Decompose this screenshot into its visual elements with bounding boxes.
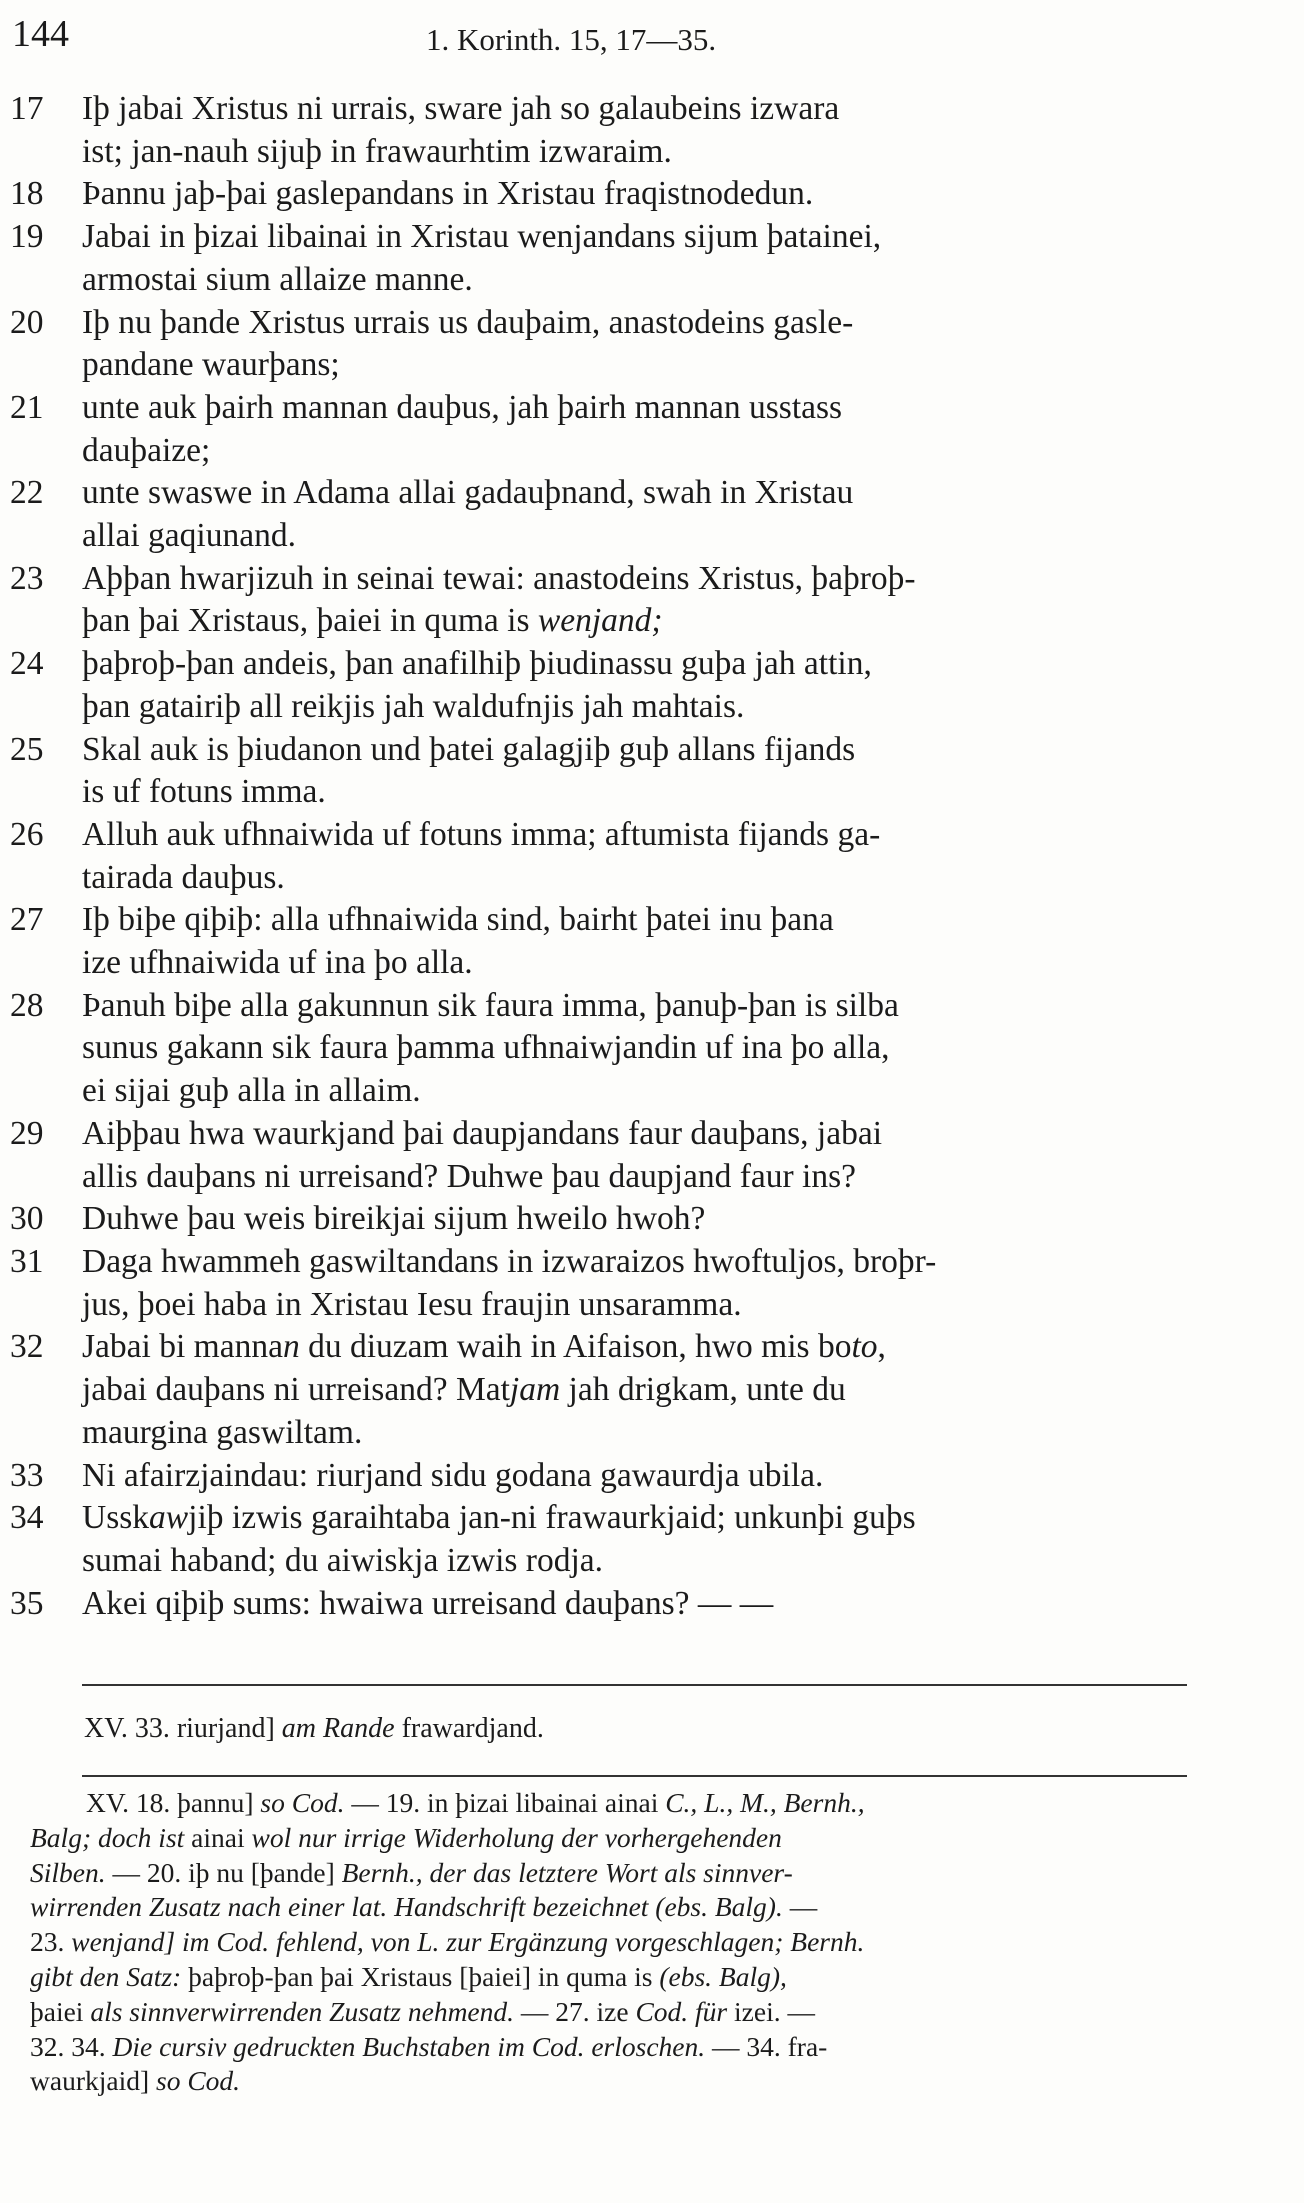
verse-line: jus, þoei haba in Xristau Iesu fraujin unsaramma. [82,1285,742,1323]
verse-line: þan gatairiþ all reikjis jah waldufnjis jah mahtais. [82,687,745,725]
verse-number: 17 [10,90,44,127]
divider-line [82,1775,1187,1777]
verse-number: 30 [10,1200,44,1238]
verse-number: 29 [10,1114,44,1152]
verse-line: Iþ biþe qiþiþ: alla ufhnaiwida sind, bairht þatei inu þana [82,901,834,939]
verse-line: Þannu jaþ-þai gaslepandans in Xristau fraqistnodedun. [82,175,814,213]
verse-number: 32 [10,1328,44,1366]
verse [0,387,1200,472]
verse [0,643,1200,728]
verse-line: Jabai bi mannan du diuzam waih in Aifaison, hwo mis boto, [82,1328,886,1366]
verse [0,729,1200,814]
verse-line: Þanuh biþe alla gakunnun sik faura imma, þanuþ-þan is silba [82,986,899,1024]
footnote-line: þaiei als sinnverwirrenden Zusatz nehmend. — 27. ize Cod. für izei. — [30,1995,815,2027]
verse [0,1241,1200,1326]
verse-line: þan þai Xristaus, þaiei in quma is wenjand; [82,602,663,640]
verse [0,899,1200,984]
verse-line: unte auk þairh mannan dauþus, jah þairh mannan usstass [82,388,843,426]
verse-line: Usskawjiþ izwis garaihtaba jan-ni frawaurkjaid; unkunþi guþs [82,1499,916,1537]
footnote-line: 23. wenjand] im Cod. fehlend, von L. zur Ergänzung vorgeschlagen; Bernh. [30,1926,865,1958]
verse-line: ize ufhnaiwida uf ina þo alla. [82,944,473,982]
verse-line: Skal auk is þiudanon und þatei galagjiþ guþ allans fijands [82,730,856,768]
verse-line: unte swaswe in Adama allai gadauþnand, swah in Xristau [82,474,854,512]
verse-number: 23 [10,559,44,597]
verse [0,302,1200,387]
verse-line: Duhwe þau weis bireikjai sijum hweilo hwoh? [82,1200,706,1238]
verse [0,1326,1200,1454]
verse [0,814,1200,899]
verse-line: Aþþan hwarjizuh in seinai tewai: anastodeins Xristus, þaþroþ- [82,559,916,597]
verse-line: Ni afairzjaindau: riurjand sidu godana gawaurdja ubila. [82,1456,824,1494]
footnote-line: gibt den Satz: þaþroþ-þan þai Xristaus [þaiei] in quma is (ebs. Balg), [30,1960,787,1992]
verse [0,1198,1200,1241]
verse-number: 31 [10,1242,44,1280]
running-title: 1. Korinth. 15, 17—35. [426,22,717,57]
verse-number: 33 [10,1456,44,1494]
verse-number: 35 [10,1584,44,1622]
verse-number: 25 [10,730,44,768]
verse-list [0,88,1200,1625]
margin-note-italic: am Rande [281,1713,395,1744]
verse [0,558,1200,643]
margin-note [84,1713,544,1745]
verse-line: allis dauþans ni urreisand? Duhwe þau daupjand faur ins? [82,1157,856,1195]
footnote-line: waurkjaid] so Cod. [30,2065,241,2097]
verse-number: 24 [10,645,44,683]
verse-number: 21 [10,388,44,426]
verse-line: pandane waurþans; [82,346,340,384]
verse [0,1455,1200,1498]
verse-line: jabai dauþans ni urreisand? Matjam jah drigkam, unte du [82,1371,846,1409]
verse-line: Aiþþau hwa waurkjand þai daupjandans faur dauþans, jabai [82,1114,883,1152]
divider-line [82,1684,1187,1686]
verse-line: sunus gakann sik faura þamma ufhnaiwjandin uf ina þo alla, [82,1029,890,1067]
verse-line: dauþaize; [82,431,211,469]
verse-line: sumai haband; du aiwiskja izwis rodja. [82,1541,604,1579]
verse-line: Iþ jabai Xristus ni urrais, sware jah so galaubeins izwara [82,90,840,127]
verse-line: þaþroþ-þan andeis, þan anafilhiþ þiudinassu guþa jah attin, [82,645,872,683]
verse [0,1113,1200,1198]
verse-line: is uf fotuns imma. [82,773,326,811]
footnote-line: XV. 18. þannu] so Cod. — 19. in þizai libainai ainai C., L., M., Bernh., [86,1787,865,1818]
page-header [6,12,1186,60]
verse [0,472,1200,557]
verse-number: 22 [10,474,44,512]
margin-note-rest: frawardjand. [394,1713,544,1744]
verse [0,1583,1200,1626]
verse [0,88,1200,173]
verse [0,985,1200,1113]
verse-line: Alluh auk ufhnaiwida uf fotuns imma; aftumista fijands ga- [82,815,881,853]
verse-line: allai gaqiunand. [82,517,296,555]
verse-line: ist; jan-nauh sijuþ in frawaurhtim izwaraim. [82,132,672,170]
verse-line: Jabai in þizai libainai in Xristau wenjandans sijum þatainei, [82,218,882,256]
verse-number: 18 [10,175,44,213]
footnotes [30,1786,1190,2099]
verse-number: 28 [10,986,44,1024]
verse-number: 19 [10,218,44,256]
verse-number: 27 [10,901,44,939]
verse-line: ei sijai guþ alla in allaim. [82,1072,421,1110]
verse-line: maurgina gaswiltam. [82,1413,363,1451]
verse-line: tairada dauþus. [82,858,285,896]
verse-number: 20 [10,303,44,341]
verse-line: Iþ nu þande Xristus urrais us dauþaim, anastodeins gasle- [82,303,854,341]
verse-number: 34 [10,1499,44,1537]
verse [0,216,1200,301]
footnote-line: Balg; doch ist ainai wol nur irrige Widerholung der vorhergehenden [30,1821,782,1853]
verse [0,173,1200,216]
verse-line: Daga hwammeh gaswiltandans in izwaraizos hwoftuljos, broþr- [82,1242,937,1280]
verse [0,1497,1200,1582]
footnote-line: 32. 34. Die cursiv gedruckten Buchstaben im Cod. erloschen. — 34. fra- [30,2030,828,2062]
footnote-line: Silben. — 20. iþ nu [þande] Bernh., der das letztere Wort als sinnver- [30,1856,793,1888]
page-number: 144 [12,13,69,55]
verse-line: Akei qiþiþ sums: hwaiwa urreisand dauþans? — — [82,1584,774,1622]
verse-line: armostai sium allaize manne. [82,260,473,298]
footnote-line: wirrenden Zusatz nach einer lat. Handschrift bezeichnet (ebs. Balg). — [30,1891,818,1923]
verse-number: 26 [10,815,44,853]
margin-note-ref: XV. 33. riurjand] [84,1713,282,1744]
